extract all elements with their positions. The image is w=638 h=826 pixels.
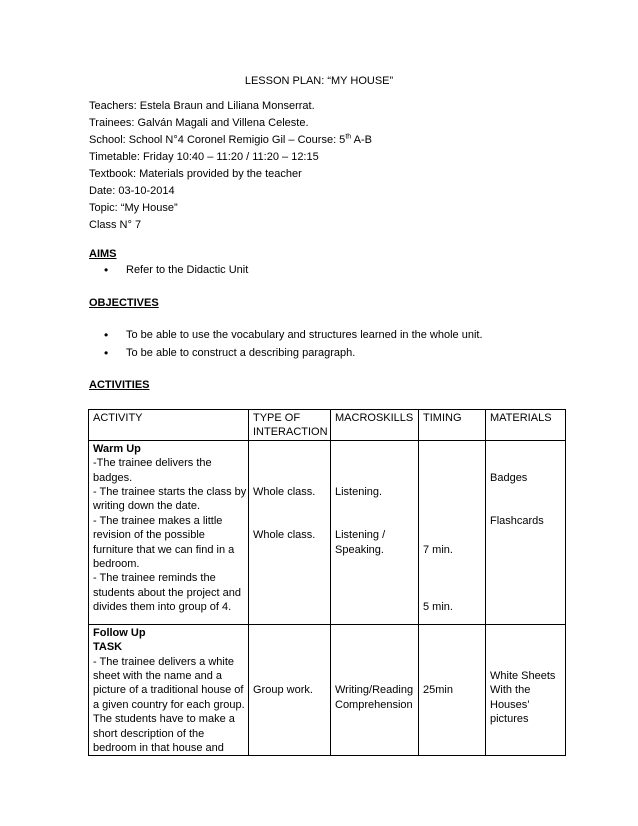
cell-line: 5 min.	[423, 601, 453, 614]
cell-line: Warm Up	[93, 442, 141, 455]
cell-line: Speaking.	[335, 543, 384, 556]
cell-line: picture of a traditional house of	[93, 684, 244, 697]
cell-line: White Sheets	[490, 669, 556, 682]
cell-line	[423, 499, 481, 513]
cell-line: Listening.	[335, 485, 383, 498]
cell-line: Whole class.	[253, 529, 316, 542]
school-sup: th	[345, 133, 352, 141]
cell-line	[423, 557, 481, 571]
cell-line	[253, 626, 326, 640]
cell-line	[335, 456, 414, 470]
objectives-list	[104, 327, 483, 363]
cell-line: divides them into group of 4.	[93, 601, 232, 614]
cell-line: Group work.	[253, 684, 313, 697]
cell-line	[423, 528, 481, 542]
textbook-line: Textbook: Materials provided by the teacher	[89, 168, 302, 180]
cell-line: - The trainee makes a little	[93, 514, 223, 527]
school-suffix: A-B	[351, 134, 372, 146]
cell-line: Comprehension	[335, 698, 413, 711]
cell-line: furniture that we can find in a	[93, 543, 235, 556]
cell-line	[490, 485, 561, 499]
cell-line: students about the project and	[93, 586, 241, 599]
table-header-row	[89, 410, 566, 441]
header-interaction-line1: TYPE OF	[253, 412, 301, 424]
trainees-line: Trainees: Galván Magali and Villena Celeste.	[89, 117, 309, 129]
cell-line	[253, 499, 326, 513]
cell-line	[335, 442, 414, 456]
cell-line	[423, 626, 481, 640]
cell-line	[423, 485, 481, 499]
aims-list	[104, 262, 248, 280]
school-text: School: School N°4 Coronel Remigio Gil – Course: 5	[89, 134, 346, 146]
cell-line: -The trainee delivers the	[93, 457, 212, 470]
cell-line	[423, 442, 481, 456]
cell-line: writing down the date.	[93, 500, 201, 513]
followup-interaction-cell	[249, 624, 331, 756]
timetable-line: Timetable: Friday 10:40 – 11:20 / 11:20 – 12:15	[89, 151, 319, 163]
activities-table	[88, 409, 566, 756]
cell-line	[423, 456, 481, 470]
cell-line: Listening /	[335, 529, 386, 542]
cell-line: pictures	[490, 713, 529, 726]
cell-line	[253, 640, 326, 654]
cell-line	[490, 626, 561, 640]
cell-line: Whole class.	[253, 485, 316, 498]
cell-line: Flashcards	[490, 514, 544, 527]
header-interaction	[249, 410, 331, 441]
topic-line: Topic: “My House”	[89, 202, 178, 214]
cell-line	[423, 514, 481, 528]
table-row-warmup	[89, 440, 566, 624]
cell-line	[490, 442, 561, 456]
table-row-followup	[89, 624, 566, 756]
cell-line	[253, 456, 326, 470]
cell-line	[253, 514, 326, 528]
objectives-item: • To be able to use the vocabulary and structures learned in the whole unit.	[104, 327, 483, 345]
warmup-materials-cell	[486, 440, 566, 624]
cell-line: 25min	[423, 684, 453, 697]
cell-line: bedroom in that house and	[93, 741, 224, 754]
cell-line	[253, 655, 326, 669]
cell-line	[335, 640, 414, 654]
warmup-timing-cell	[419, 440, 486, 624]
cell-line: - The trainee starts the class by	[93, 485, 247, 498]
followup-materials-cell	[486, 624, 566, 756]
warmup-interaction-cell	[249, 440, 331, 624]
cell-line: 7 min.	[423, 543, 453, 556]
cell-line: Follow Up	[93, 626, 146, 639]
followup-macroskills-cell	[331, 624, 419, 756]
cell-line: Houses’	[490, 698, 530, 711]
cell-line	[253, 442, 326, 456]
teachers-line: Teachers: Estela Braun and Liliana Monserrat.	[89, 100, 315, 112]
followup-timing-cell	[419, 624, 486, 756]
header-timing: TIMING	[419, 410, 486, 441]
cell-line	[490, 456, 561, 470]
cell-line	[423, 640, 481, 654]
cell-line: - The trainee delivers a white	[93, 655, 235, 668]
cell-line	[423, 669, 481, 683]
cell-line	[490, 655, 561, 669]
cell-line: With the	[490, 684, 531, 697]
activities-heading: ACTIVITIES	[89, 379, 150, 391]
cell-line: sheet with the name and a	[93, 669, 223, 682]
cell-line	[335, 669, 414, 683]
header-macroskills: MACROSKILLS	[331, 410, 419, 441]
document-title: LESSON PLAN: “MY HOUSE”	[244, 75, 394, 87]
header-interaction-line2: INTERACTION	[253, 426, 328, 439]
header-activity: ACTIVITY	[89, 410, 249, 441]
cell-line	[490, 499, 561, 513]
cell-line	[335, 626, 414, 640]
cell-line: a given country for each group.	[93, 698, 245, 711]
objectives-item: • To be able to construct a describing paragraph.	[104, 345, 483, 363]
cell-line: badges.	[93, 471, 133, 484]
cell-line: - The trainee reminds the	[93, 572, 216, 585]
header-materials: MATERIALS	[486, 410, 566, 441]
cell-line: TASK	[93, 641, 123, 654]
warmup-activity-cell	[89, 440, 249, 624]
cell-line	[490, 640, 561, 654]
warmup-macroskills-cell	[331, 440, 419, 624]
cell-line	[423, 586, 481, 600]
date-line: Date: 03-10-2014	[89, 185, 175, 197]
objectives-heading: OBJECTIVES	[89, 297, 159, 309]
cell-line: bedroom.	[93, 557, 140, 570]
cell-line	[253, 471, 326, 485]
cell-line: The students have to make a	[93, 713, 235, 726]
cell-line: short description of the	[93, 727, 205, 740]
cell-line	[423, 655, 481, 669]
aims-heading: AIMS	[89, 248, 117, 260]
cell-line	[253, 669, 326, 683]
aims-item: • Refer to the Didactic Unit	[104, 262, 248, 280]
cell-line: Writing/Reading	[335, 684, 414, 697]
cell-line: revision of the possible	[93, 529, 205, 542]
cell-line: Badges	[490, 471, 528, 484]
cell-line	[423, 571, 481, 585]
followup-activity-cell	[89, 624, 249, 756]
lesson-info	[89, 98, 372, 234]
school-line	[89, 132, 372, 149]
cell-line	[335, 499, 414, 513]
cell-line	[335, 514, 414, 528]
cell-line	[335, 655, 414, 669]
cell-line	[335, 471, 414, 485]
class-line: Class N° 7	[89, 219, 142, 231]
cell-line	[423, 471, 481, 485]
